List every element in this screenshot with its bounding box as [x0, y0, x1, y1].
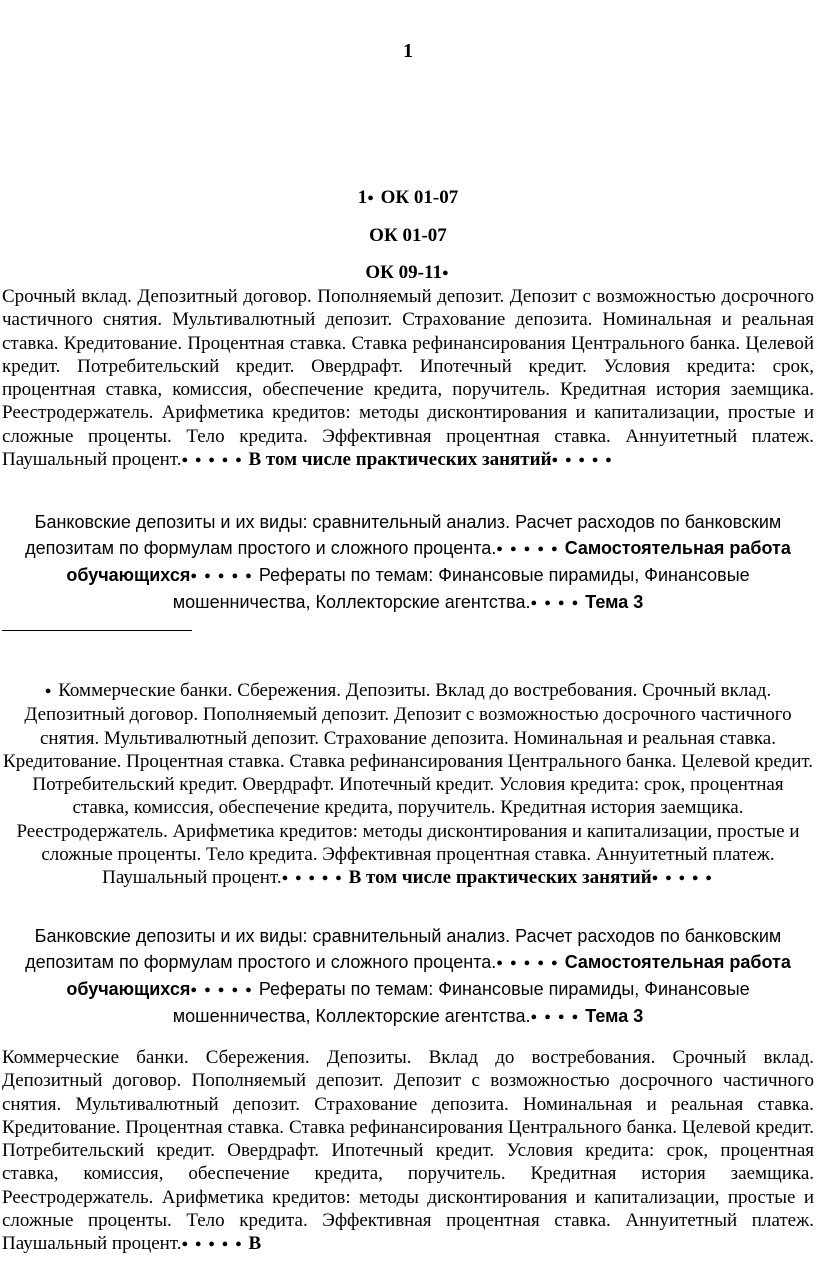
bullet-icon: ● [441, 267, 451, 279]
bullet-icon: ● [651, 872, 661, 885]
page-number: 1 [403, 40, 413, 62]
bullet-icon: ● [181, 1238, 191, 1251]
heading-ok-01-07-second: ОК 01-07 [369, 225, 447, 246]
bullet-icon: ● [367, 192, 376, 204]
bullet-icon: ● [530, 1011, 540, 1023]
footnote-paragraph [2, 679, 814, 891]
topic-text: Срочный вклад. Депозитный договор. Пополняемый депозит. Депозит с возможностью досрочного частичного снятия. Мультивалютный депозит. Страхование депозита. Номинальная и реальная ставка. Кредитование. Процентная ставка. Ставка рефинансирования Центрального банка. Целевой кредит. Потребительский кредит. Овердрафт. Ипотечный кредит. Условия кредита: срок, процентная ставка, комиссия, обеспечение кредита, поручитель. Кредитная история заемщика. Реестродержатель. Арифметика кредитов: методы дисконтирования и капитализации, простые и сложные проценты. Тело кредита. Эффективная процентная ставка. Аннуитетный платеж. Паушальный процент. [2, 286, 814, 471]
practical-text: Банковские депозиты и их виды: сравнительный анализ. Расчет расходов по банковским депозитам по формулам простого и сложного процента. [25, 926, 782, 972]
bullet-icon: ● [281, 872, 291, 885]
bullet-icon: ● ● ● ● [194, 454, 244, 467]
topic-text: Коммерческие банки. Сбережения. Депозиты. Вклад до востребования. Срочный вклад. Депозитный договор. Пополняемый депозит. Депозит с возможностью досрочного частичного снятия. Мультивалютный депозит. Страхование депозита. Номинальная и реальная ставка. Кредитование. Процентная ставка. Ставка рефинансирования Центрального банка. Целевой кредит. Потребительский кредит. Овердрафт. Ипотечный кредит. Условия кредита: срок, процентная ставка, комиссия, обеспечение кредита, поручитель. Кредитная история заемщика. Реестродержатель. Арифметика кредитов: методы дисконтирования и капитализации, простые и сложные проценты. Тело кредита. Эффективная процентная ставка. Аннуитетный платеж. Паушальный процент. [2, 1047, 814, 1255]
topic-label: Тема 3 [585, 592, 644, 612]
bullet-icon: ● ● ● ● [194, 1238, 244, 1251]
practical-label: В том числе практических занятий [348, 867, 652, 889]
practical-and-self-study [2, 509, 814, 616]
bullet-icon: ● ● ● ● [665, 872, 714, 885]
bullet-icon: ● ● ● ● [509, 957, 560, 969]
bullet-icon: ● [44, 685, 54, 697]
heading-ok-09-11 [0, 262, 816, 284]
bullet-icon: ● [551, 454, 561, 467]
continuation-word: В [248, 1233, 262, 1255]
heading-number: 1 [357, 187, 368, 208]
bullet-icon: ● ● ● ● [295, 872, 344, 885]
practical-label: В том числе практических занятий [248, 449, 552, 471]
bullet-icon: ● [496, 543, 505, 555]
topic-3-paragraph [2, 1046, 814, 1257]
bullet-icon: ● [530, 597, 540, 609]
topic-label: Тема 3 [585, 1006, 644, 1026]
bullet-icon: ● ● ● ● [204, 984, 254, 996]
self-study-text: Рефераты по темам: Финансовые пирамиды, Финансовые мошенничества, Коллекторские агентства. [172, 979, 750, 1026]
bullet-icon: ● ● ● [544, 597, 581, 609]
heading-ok-01-07-first [0, 187, 816, 209]
self-study-text: Рефераты по темам: Финансовые пирамиды, Финансовые мошенничества, Коллекторские агентства. [172, 565, 750, 612]
self-study-label: Самостоятельная работа обучающихся [66, 538, 791, 585]
bullet-icon: ● [181, 454, 191, 467]
bullet-icon: ● ● ● ● [204, 570, 254, 582]
self-study-label: Самостоятельная работа обучающихся [66, 952, 791, 999]
topic-description-paragraph [2, 285, 814, 472]
footnote-practical-and-self-study [2, 923, 814, 1030]
bullet-icon: ● [190, 570, 200, 582]
bullet-icon: ● ● ● ● [509, 543, 560, 555]
heading-code: ОК 09-11 [365, 262, 442, 283]
footnote-separator [2, 630, 192, 631]
bullet-icon: ● [190, 984, 200, 996]
heading-code: ОК 01-07 [375, 187, 459, 208]
bullet-icon: ● ● ● ● [564, 454, 614, 467]
footnote-first-line [2, 679, 814, 891]
footnote-text: Коммерческие банки. Сбережения. Депозиты. Вклад до востребования. Срочный вклад. Депозитный договор. Пополняемый депозит. Депозит с возможностью досрочного частичного снятия. Мультивалютный депозит. Страхование депозита. Номинальная и реальная ставка. Кредитование. Процентная ставка. Ставка рефинансирования Центрального банка. Целевой кредит. Потребительский кредит. Овердрафт. Ипотечный кредит. Условия кредита: срок, процентная ставка, комиссия, обеспечение кредита, поручитель. Кредитная история заемщика. Реестродержатель. Арифметика кредитов: методы дисконтирования и капитализации, простые и сложные проценты. Тело кредита. Эффективная процентная ставка. Аннуитетный платеж. Паушальный процент. [3, 680, 813, 889]
bullet-icon: ● [496, 957, 505, 969]
practical-text: Банковские депозиты и их виды: сравнительный анализ. Расчет расходов по банковским депозитам по формулам простого и сложного процента. [25, 512, 782, 558]
bullet-icon: ● ● ● [544, 1011, 581, 1023]
